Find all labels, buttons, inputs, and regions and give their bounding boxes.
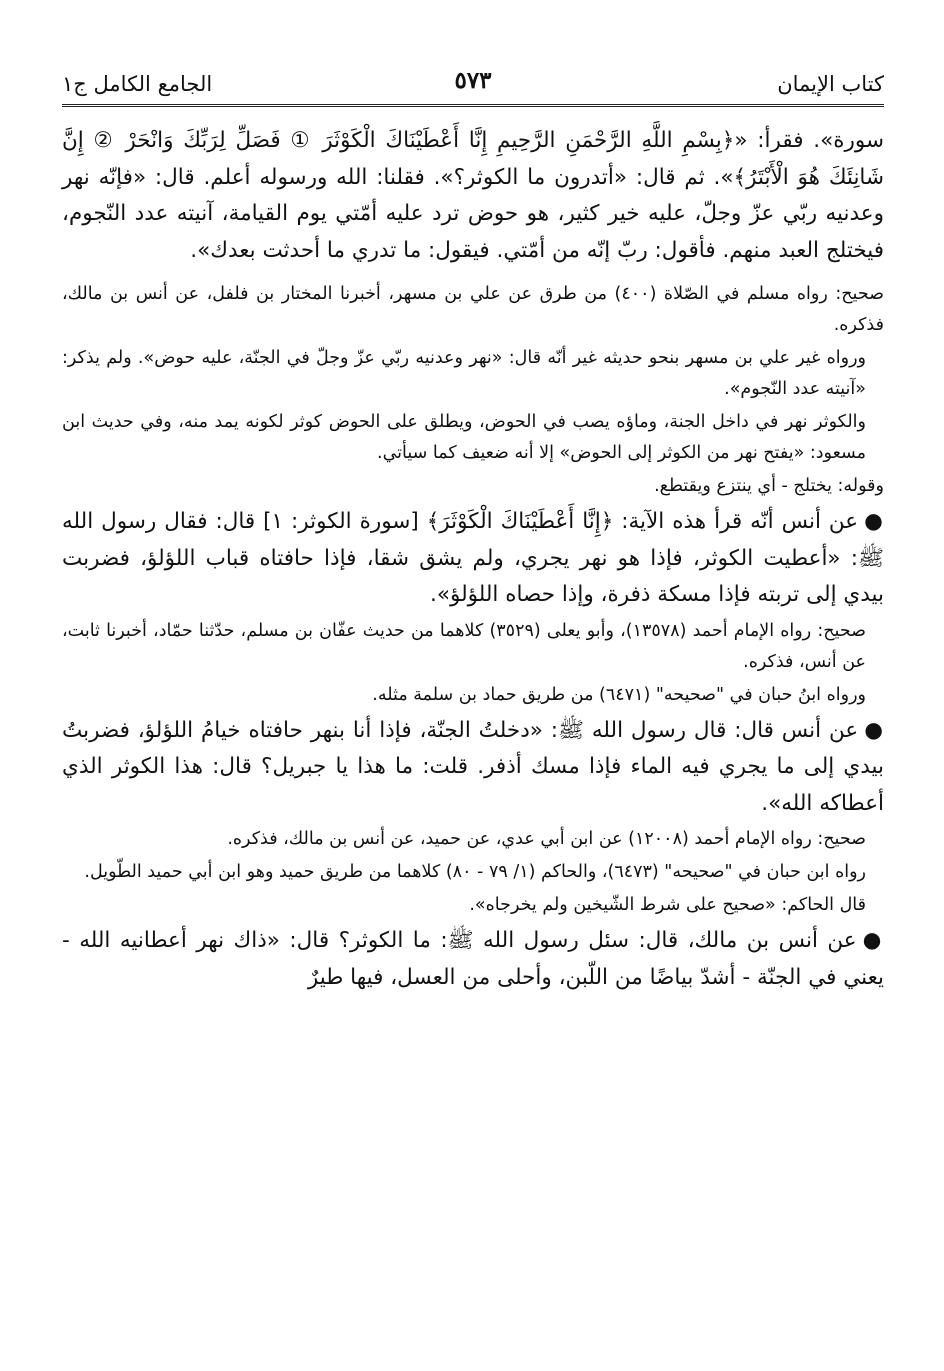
footnote-takhrij: صحيح: رواه الإمام أحمد (١٣٥٧٨)، وأبو يعلى (٣٥٢٩) كلاهما من حديث عفّان بن مسلم، حدّثنا حمّاد، أخبرنا ثابت، عن أنس، فذكره. (62, 620, 866, 672)
header-rule (62, 104, 884, 107)
hadith-text: عن أنس أنّه قرأ هذه الآية: ﴿إِنَّا أَعْطَيْنَاكَ الْكَوْثَرَ﴾ [سورة الكوثر: ١] قال: فقال رسول الله ﷺ: «أعطيت الكوثر، فإذا هو نهر يجري، ولم يشق شقا، فإذا حافتاه قباب اللؤلؤ، فضربت بيدي إلى تربته فإذا مسكة ذفرة، وإذا حصاه اللؤلؤ». (62, 509, 884, 607)
header-book-title: كتاب الإيمان (777, 72, 884, 96)
hadith-paragraph (62, 504, 884, 614)
hadith-text: عن أنس بن مالك، قال: سئل رسول الله ﷺ: ما الكوثر؟ قال: «ذاك نهر أعطانيه الله - يعني في الجنّة - أشدّ بياضًا من اللّبن، وأحلى من العسل، فيها طيرٌ (62, 928, 884, 990)
footnote-takhrij: رواه ابن حبان في "صحيحه" (٦٤٧٣)، والحاكم (١/ ٧٩ - ٨٠) كلاهما من طريق حميد وهو ابن أبي حميد الطّويل. (84, 862, 866, 882)
header-volume-title: الجامع الكامل ج١ (62, 72, 213, 96)
footnote-takhrij: صحيح: رواه مسلم في الصّلاة (٤٠٠) من طرق عن علي بن مسهر، أخبرنا المختار بن فلفل، عن أنس بن مالك، فذكره. (62, 284, 884, 335)
footnote-word-gloss: وقوله: يختلج - أي ينتزع ويقتطع. (654, 476, 884, 496)
main-text: سورة». فقرأ: «﴿بِسْمِ اللَّهِ الرَّحْمَنِ الرَّحِيمِ إِنَّا أَعْطَيْنَاكَ الْكَوْثَرَ ① فَصَلِّ لِرَبِّكَ وَانْحَرْ ② إِنَّ شَانِئَكَ هُوَ الْأَبْتَرُ﴾». ثم قال: «أتدرون ما الكوثر؟». فقلنا: الله ورسوله أعلم. قال: «فإنّه نهر وعدنيه ربّي عزّ وجلّ، عليه خير كثير، هو حوض ترد عليه أمّتي يوم القيامة، آنيته عدد النّجوم، فيختلج العبد منهم. فأقول: ربّ إنّه من أمّتي. فيقول: ما تدري ما أحدثت بعدك». (62, 128, 884, 263)
page-number: ٥٧٣ (454, 67, 492, 94)
footnote-variant: ورواه غير علي بن مسهر بنحو حديثه غير أنّه قال: «نهر وعدنيه ربّي عزّ وجلّ في الجنّة، عليه حوض». ولم يذكر: «آنيته عدد النّجوم». (62, 348, 866, 399)
hadith-paragraph (62, 923, 884, 996)
footnote-explanation: والكوثر نهر في داخل الجنة، وماؤه يصب في الحوض، ويطلق على الحوض كوثر لكونه يمد منه، وفي حديث ابن مسعود: «يفتح نهر من الكوثر إلى الحوض» إلا أنه ضعيف كما سيأتي. (62, 412, 866, 463)
hadith-text: عن أنس قال: قال رسول الله ﷺ: «دخلتُ الجنّة، فإذا أنا بنهر حافتاه خيامُ اللؤلؤ، فضربتُ بيدي إلى ما يجري فيه الماء فإذا مسك أذفر. قلت: ما هذا يا جبريل؟ قال: هذا الكوثر الذي أعطاكه الله». (62, 717, 884, 816)
footnote-takhrij: ورواه ابنُ حبان في "صحيحه" (٦٤٧١) من طريق حماد بن سلمة مثله. (372, 684, 866, 705)
footnote-hakim: قال الحاكم: «صحيح على شرط الشّيخين ولم يخرجاه». (469, 895, 866, 915)
bullet-icon: ● (864, 509, 884, 534)
hadith-paragraph (62, 713, 884, 823)
footnote-takhrij: صحيح: رواه الإمام أحمد (١٢٠٠٨) عن ابن أبي عدي، عن حميد، عن أنس بن مالك، فذكره. (227, 829, 866, 849)
page-body (62, 123, 884, 996)
bullet-icon: ● (864, 717, 884, 743)
bullet-icon: ● (862, 928, 884, 953)
running-header (62, 60, 884, 96)
